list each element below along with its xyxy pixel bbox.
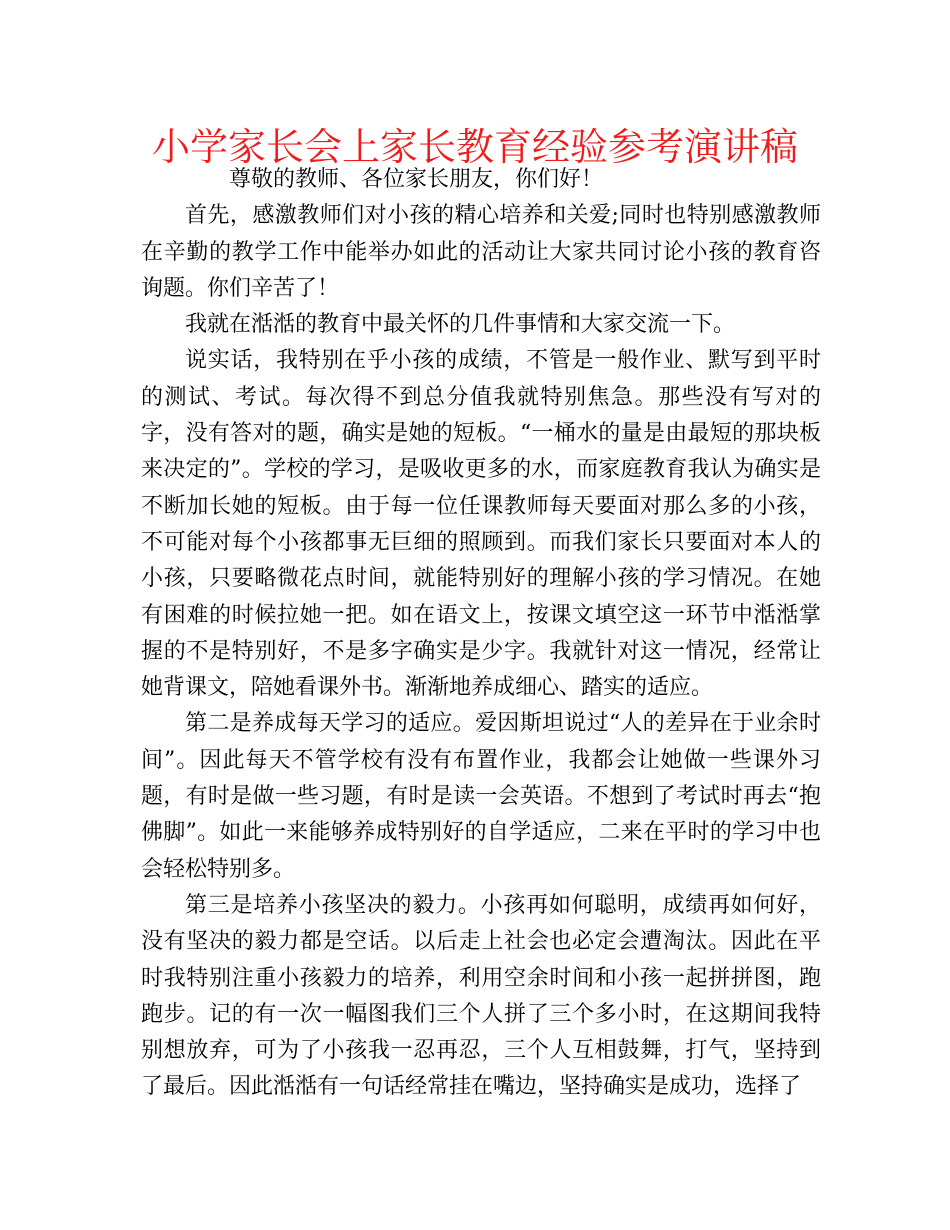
- paragraph-perseverance: 第三是培养小孩坚决的毅力。小孩再如何聪明，成绩再如何好，没有坚决的毅力都是空话。以后走上社会也必定会遭淘汰。因此在平时我特别注重小孩毅力的培养，利用空余时间和小孩一起拼拼图，跑跑步。记的有一次一幅图我们三个人拼了三个多小时，在这期间我特别想放弃，可为了小孩我一忍再忍，三个人互相鼓舞，打气，坚持到了最后。因此湉湉有一句话经常挂在嘴边，坚持确实是成功，选择了: [141, 892, 821, 1100]
- paragraph-grades: 说实话，我特别在乎小孩的成绩，不管是一般作业、默写到平时的测试、考试。每次得不到总分值我就特别焦急。那些没有写对的字，没有答对的题，确实是她的短板。“一桶水的量是由最短的那块板来决定的”。学校的学习，是吸收更多的水，而家庭教育我认为确实是不断加长她的短板。由于每一位任课教师每天要面对那么多的小孩，不可能对每个小孩都事无巨细的照顾到。而我们家长只要面对本人的小孩，只要略微花点时间，就能特别好的理解小孩的学习情况。在她有困难的时候拉她一把。如在语文上，按课文填空这一环节中湉湉掌握的不是特别好，不是多字确实是少字。我就针对这一情况，经常让她背课文，陪她看课外书。渐渐地养成细心、踏实的适应。: [141, 348, 821, 701]
- document-title: 小学家长会上家长教育经验参考演讲稿: [151, 125, 798, 169]
- paragraph-thanks: 首先，感激教师们对小孩的精心培养和关爱;同时也特别感激教师在辛勤的教学工作中能举办如此的活动让大家共同讨论小孩的教育咨询题。你们辛苦了！: [141, 203, 821, 301]
- paragraph-intro: 我就在湉湉的教育中最关怀的几件事情和大家交流一下。: [185, 312, 736, 338]
- paragraph-greeting: 尊敬的教师、各位家长朋友，你们好！: [229, 167, 604, 192]
- paragraph-study-habit: 第二是养成每天学习的适应。爱因斯坦说过“人的差异在于业余时间”。因此每天不管学校有没有布置作业，我都会让她做一些课外习题，有时是做一些习题，有时是读一会英语。不想到了考试时再去“抱佛脚”。如此一来能够养成特别好的自学适应，二来在平时的学习中也会轻松特别多。: [141, 711, 821, 882]
- document-body: [141, 162, 821, 1106]
